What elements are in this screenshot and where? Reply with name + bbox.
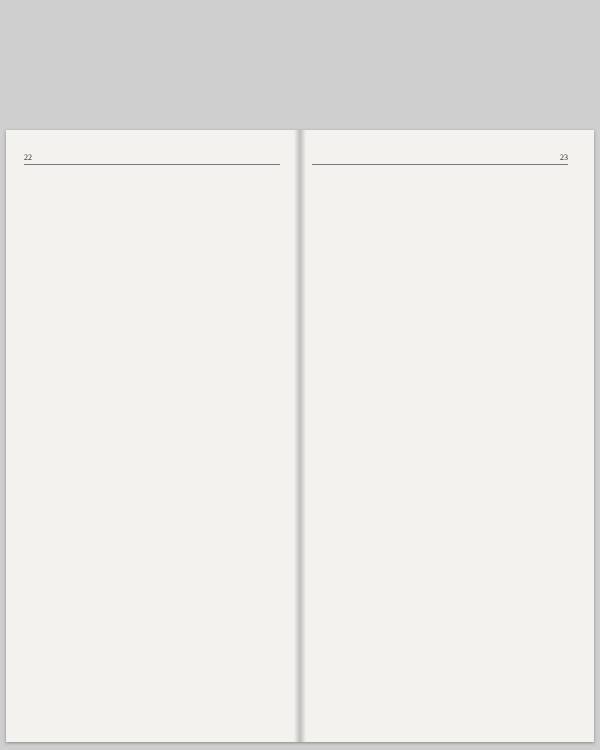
book-spread	[6, 130, 594, 742]
left-page-number: 22	[24, 153, 32, 162]
right-page	[306, 130, 586, 742]
right-page-header	[312, 152, 568, 165]
left-page	[6, 130, 286, 742]
book-gutter	[294, 130, 306, 742]
left-page-header	[24, 152, 280, 165]
left-page-body	[24, 174, 280, 704]
right-page-body	[312, 174, 568, 704]
right-page-number: 23	[560, 153, 568, 162]
